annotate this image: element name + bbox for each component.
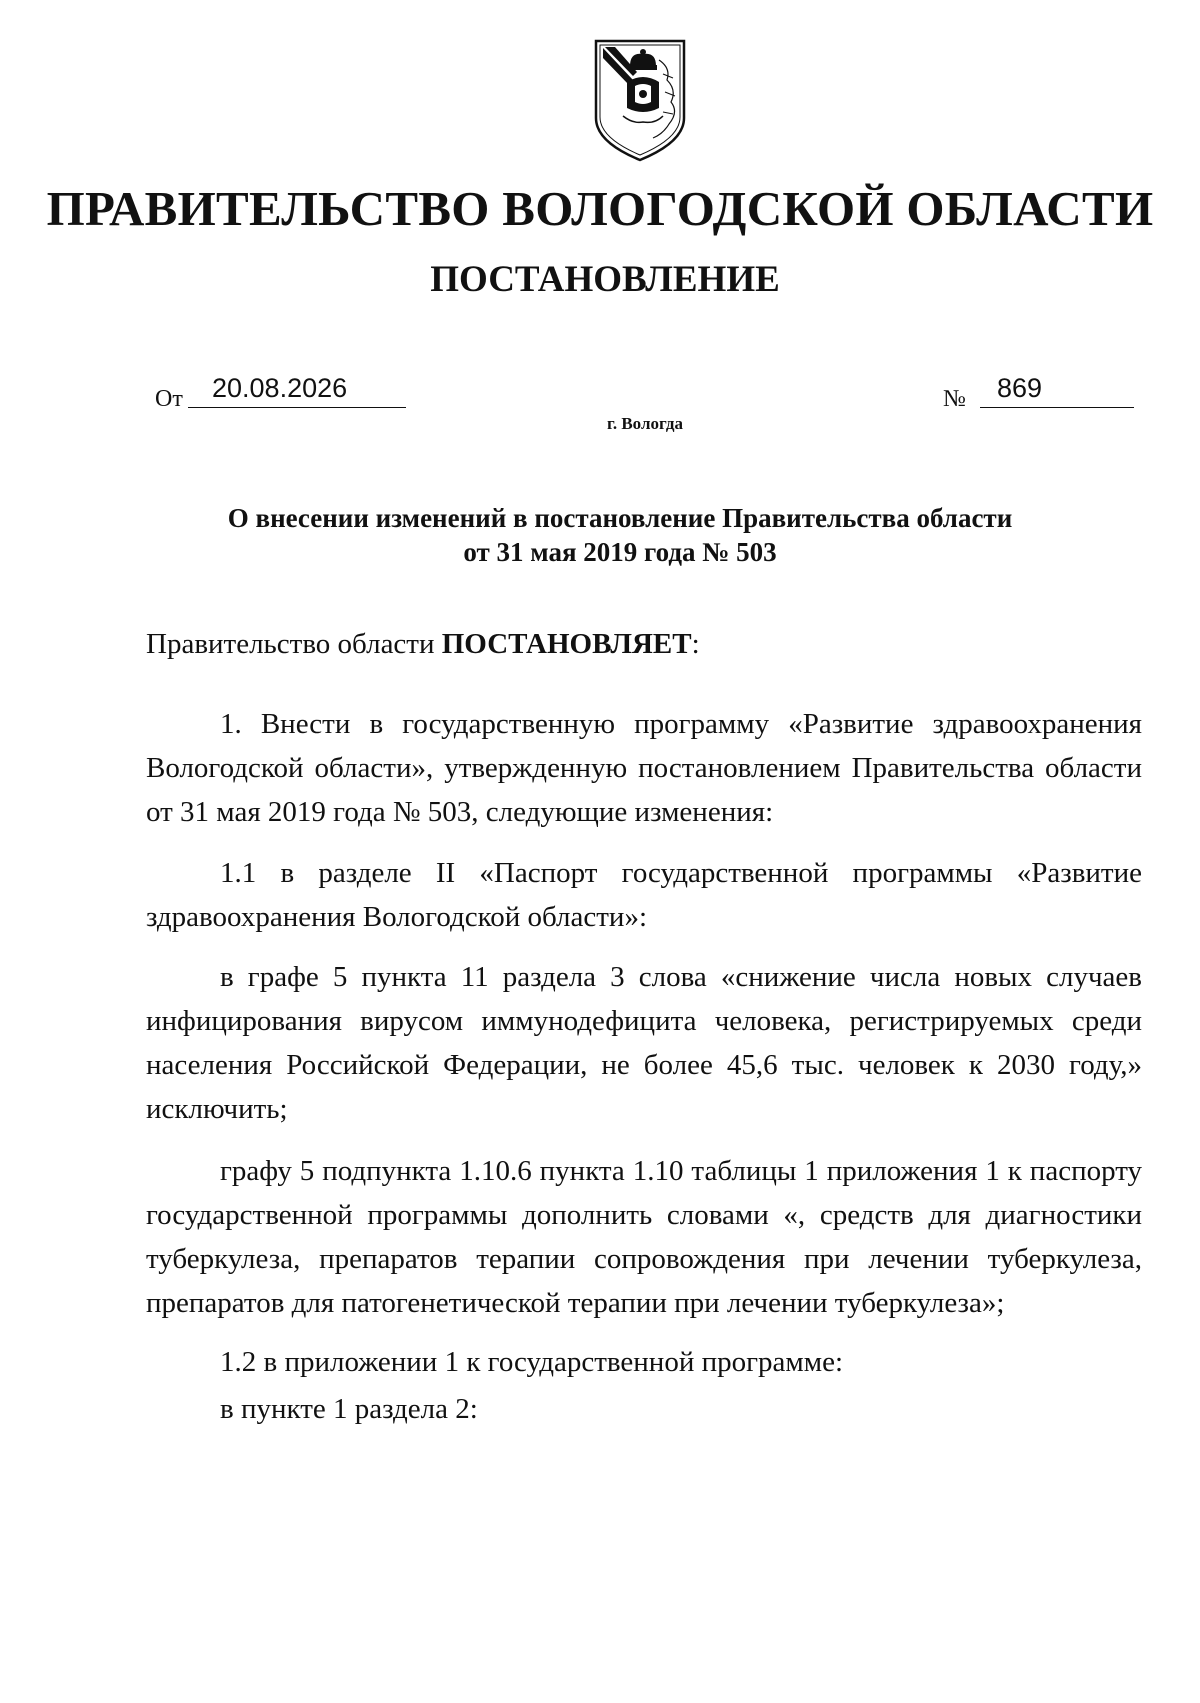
- number-label: №: [943, 386, 966, 412]
- paragraph-1-2: 1.2 в приложении 1 к государственной программе:: [220, 1346, 844, 1378]
- document-subject: [0, 501, 1200, 569]
- paragraph-amendment-2: графу 5 подпункта 1.10.6 пункта 1.10 таблицы 1 приложения 1 к паспорту государственной программы дополнить словами «, средств для диагностики туберкулеза, препаратов терапии сопровождения при лечении туберкулеза, препаратов для патогенетической терапии при лечении туберкулеза»;: [146, 1155, 1142, 1319]
- subject-line-1: О внесении изменений в постановление Правительства области: [227, 503, 1013, 533]
- decree-statement: [146, 628, 700, 661]
- paragraph-section-2: в пункте 1 раздела 2:: [220, 1393, 478, 1425]
- paragraph-1: 1. Внести в государственную программу «Развитие здравоохранения Вологодской области», утвержденную постановлением Правительства области от 31 мая 2019 года № 503, следующие изменения:: [146, 708, 1142, 828]
- subject-line-2: от 31 мая 2019 года № 503: [463, 537, 777, 567]
- decree-keyword: ПОСТАНОВЛЯЕТ: [441, 628, 692, 660]
- city-label: г. Вологда: [607, 414, 683, 433]
- coat-of-arms-emblem: [593, 38, 687, 164]
- government-title: ПРАВИТЕЛЬСТВО ВОЛОГОДСКОЙ ОБЛАСТИ: [46, 181, 1154, 236]
- decree-tail: :: [691, 628, 700, 660]
- date-label: От: [155, 386, 183, 412]
- paragraph-1-1: 1.1 в разделе II «Паспорт государственной программы «Развитие здравоохранения Вологодской области»:: [146, 857, 1142, 933]
- decree-lead: Правительство области: [146, 628, 442, 660]
- number-value: 869: [997, 373, 1043, 403]
- paragraph-amendment-1: в графе 5 пункта 11 раздела 3 слова «снижение числа новых случаев инфицирования вирусом иммунодефицита человека, регистрируемых среди населения Российской Федерации, не более 45,6 тыс. человек к 2030 году,» исключить;: [146, 961, 1142, 1125]
- date-value: 20.08.2026: [212, 373, 348, 403]
- date-field: [188, 375, 406, 408]
- number-field: [980, 375, 1134, 408]
- document-type-title: ПОСТАНОВЛЕНИЕ: [430, 259, 780, 300]
